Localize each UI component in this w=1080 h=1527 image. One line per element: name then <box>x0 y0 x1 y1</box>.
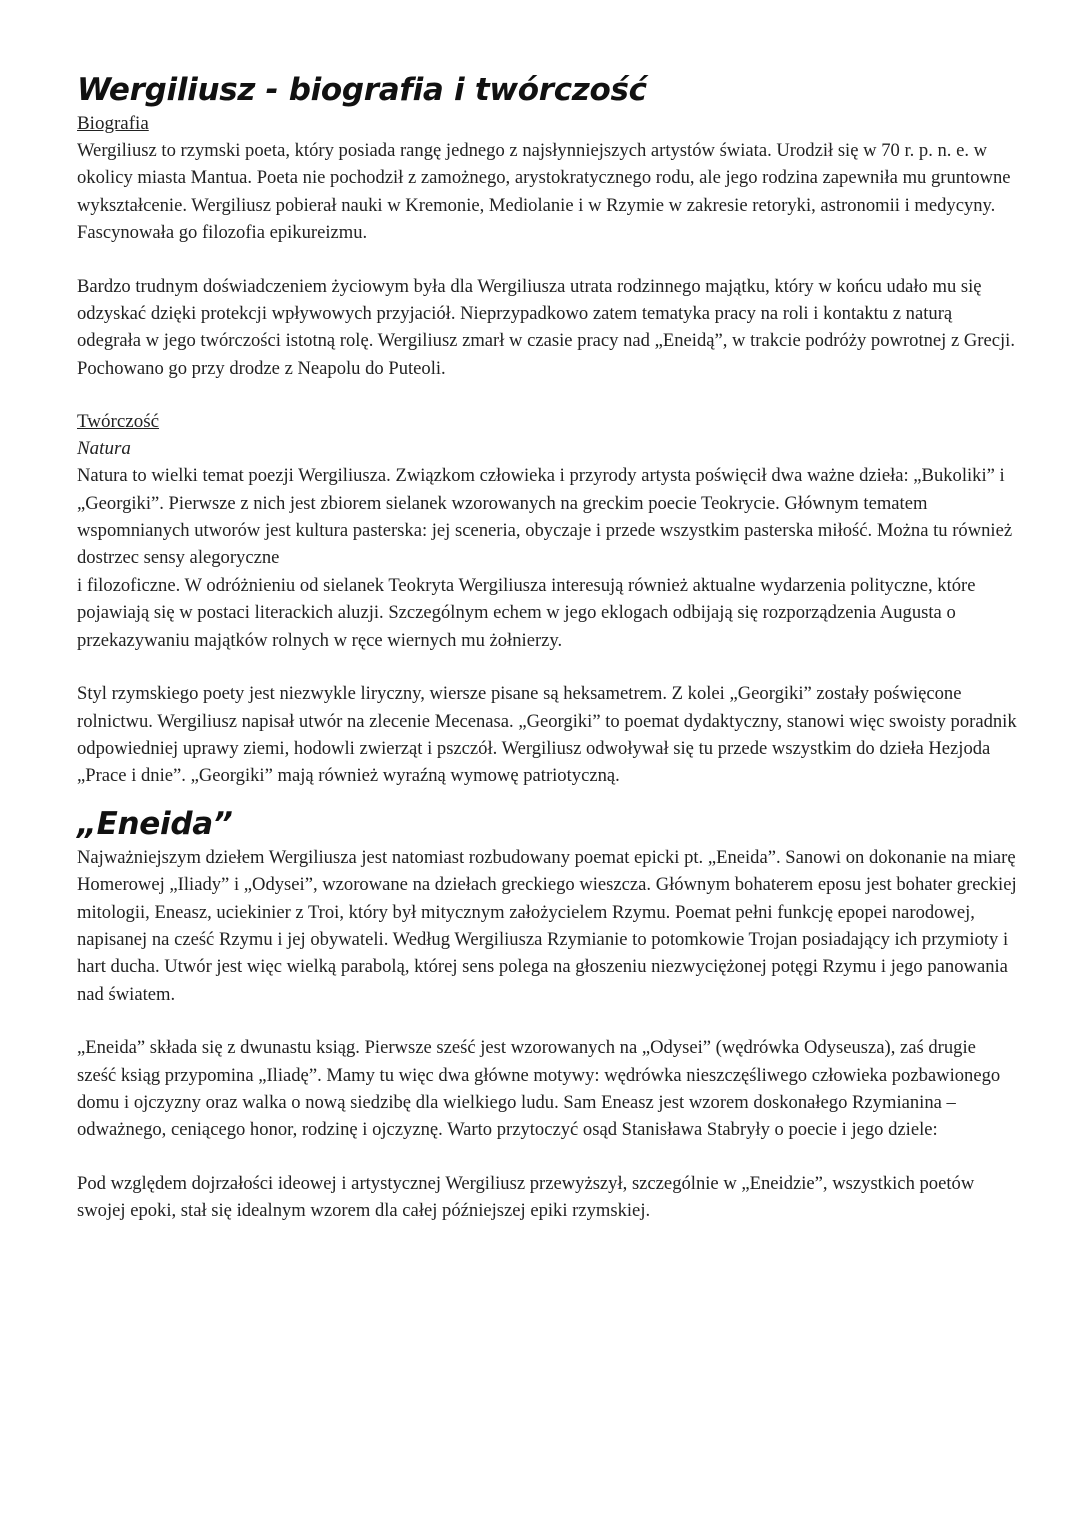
paragraph-eneida-quote: Pod względem dojrzałości ideowej i artystycznej Wergiliusz przewyższył, szczególnie w „Eneidzie”, wszystkich poetów swojej epoki, stał się idealnym wzorem dla całej późniejszej epiki rzymskiej. <box>77 1172 975 1222</box>
paragraph-spacer <box>77 1144 1017 1170</box>
section-spacer <box>77 790 1017 804</box>
paragraph-natura-1b: i filozoficzne. W odróżnieniu od sielanek Teokryta Wergiliusza interesują również aktualne wydarzenia polityczne, które pojawiają się w postaci literackich aluzji. Szczególnym echem w jego eklogach odbijają się rozporządzenia Augusta o przekazywaniu majątków rolnych w ręce wiernych mu żołnierzy. <box>77 574 976 651</box>
paragraph-eneida-2: „Eneida” składa się z dwunastu ksiąg. Pierwsze sześć jest wzorowanych na „Odysei” (wędrówka Odyseusza), zaś drugie sześć ksiąg przypomina „Iliadę”. Mamy tu więc dwa główne motywy: wędrówka nieszczęśliwego człowieka pozbawionego domu i ojczyzny oraz walka o nową siedzibę dla wielkiego ludu. Sam Eneasz jest wzorem doskonałego Rzymianina – odważnego, ceniącego honor, rodzinę i ojczyznę. Warto przytoczyć osąd Stanisława Stabryły o poecie i jego dziele: <box>77 1037 1001 1141</box>
paragraph-biografia-2: Bardzo trudnym doświadczeniem życiowym była dla Wergiliusza utrata rodzinnego majątku, który w końcu udało mu się odzyskać dzięki protekcji wpływowych przyjaciół. Nieprzypadkowo zatem tematyka pracy na roli i kontaktu z naturą odegrała w jego twórczości istotną rolę. Wergiliusz zmarł w czasie pracy nad „Eneidą”, w trakcie podróży powrotnej z Grecji. Pochowano go przy drodze z Neapolu do Puteoli. <box>77 275 1015 379</box>
paragraph-natura-1a: Natura to wielki temat poezji Wergiliusza. Związkom człowieka i przyrody artysta poświęcił dwa ważne dzieła: „Bukoliki” i „Georgiki”. Pierwsze z nich jest zbiorem sielanek wzorowanych na greckim poecie Teokrycie. Głównym tematem wspomnianych utworów jest kultura pasterska: jej sceneria, obyczaje i przede wszystkim pasterska miłość. Można tu również dostrzec sensy alegoryczne <box>77 465 1013 569</box>
section-spacer <box>77 382 1017 408</box>
section-title-eneida: „Eneida” <box>77 805 233 842</box>
subheading-natura: Natura <box>77 438 131 460</box>
document-title: Wergiliusz - biografia i twórczość <box>77 72 647 108</box>
paragraph-spacer <box>77 1008 1017 1034</box>
document-page <box>77 70 1017 1225</box>
paragraph-eneida-1: Najważniejszym dziełem Wergiliusza jest natomiast rozbudowany poemat epicki pt. „Eneida”. Sanowi on dokonanie na miarę Homerowej „Iliady” i „Odysei”, wzorowane na dziełach greckiego wieszcza. Głównym bohaterem eposu jest bohater greckiej mitologii, Eneasz, uciekinier z Troi, który był mitycznym założycielem Rzymu. Poemat pełni funkcję epopei narodowej, napisanej na cześć Rzymu i jej obywateli. Według Wergiliusza Rzymianie to potomkowie Trojan posiadający ich przymioty i hart ducha. Utwór jest więc wielką parabolą, której sens polega na głoszeniu niezwyciężonej potęgi Rzymu i jego panowania nad światem. <box>77 846 1017 1005</box>
paragraph-biografia-1: Wergiliusz to rzymski poeta, który posiada rangę jednego z najsłynniejszych artystów świata. Urodził się w 70 r. p. n. e. w okolicy miasta Mantua. Poeta nie pochodził z zamożnego, arystokratycznego rodu, ale jego rodzina zapewniła mu gruntowne wykształcenie. Wergiliusz pobierał nauki w Kremonie, Mediolanie i w Rzymie w zakresie retoryki, astronomii i medycyny. Fascynowała go filozofia epikureizmu. <box>77 140 1011 244</box>
section-heading-biografia: Biografia <box>77 113 149 134</box>
paragraph-spacer <box>77 247 1017 273</box>
paragraph-spacer <box>77 654 1017 680</box>
paragraph-natura-2: Styl rzymskiego poety jest niezwykle liryczny, wiersze pisane są heksametrem. Z kolei „Georgiki” zostały poświęcone rolnictwu. Wergiliusz napisał utwór na zlecenie Mecenasa. „Georgiki” to poemat dydaktyczny, stanowi więc swoisty poradnik odpowiedniej uprawy ziemi, hodowli zwierząt i pszczół. Wergiliusz odwoływał się tu przede wszystkim do dzieła Hezjoda „Prace i dnie”. „Georgiki” mają również wyraźną wymowę patriotyczną. <box>77 683 1017 787</box>
section-heading-tworczosc: Twórczość <box>77 411 160 433</box>
